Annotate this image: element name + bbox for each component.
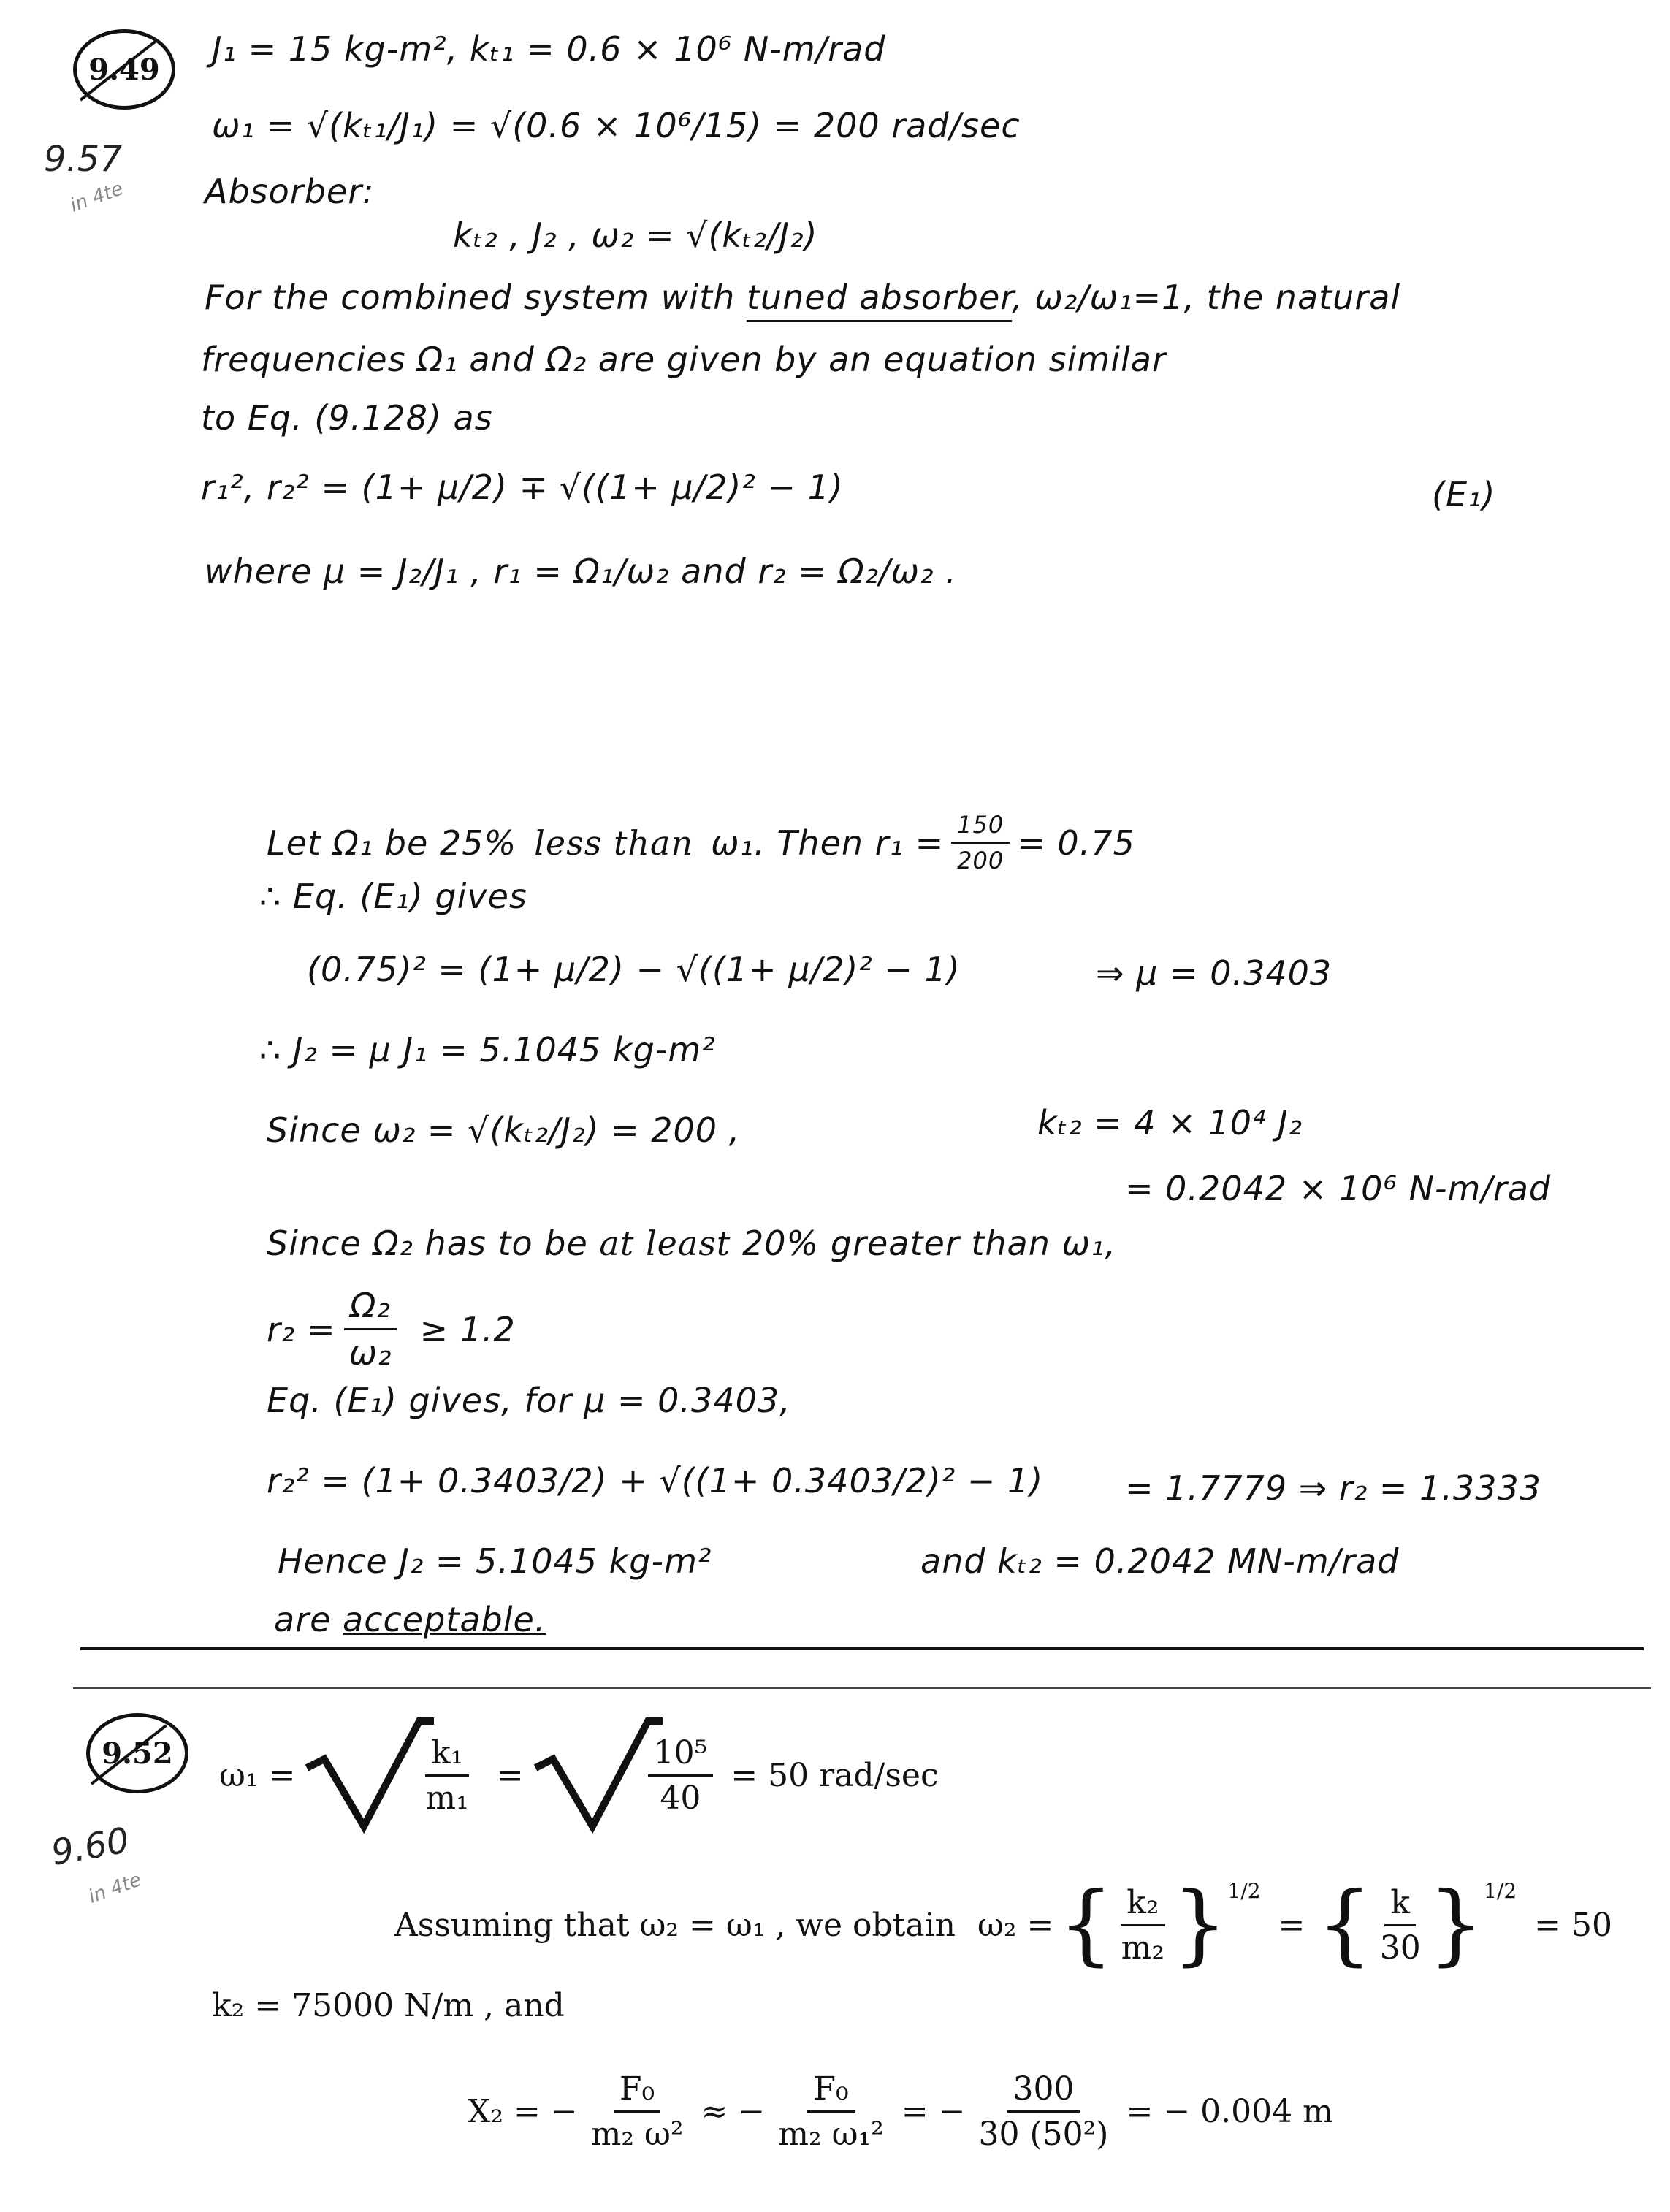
thirty-denominator: 30 [1379,1929,1421,1967]
since-omega2-line: Since ω₂ = √(kₜ₂/J₂) = 200 , [267,1110,741,1150]
problem-number: 9.49 [88,52,160,87]
f0-over-m2-omega [585,2070,690,2153]
kt2-value-line: = 0.2042 × 10⁶ N-m/rad [1125,1169,1552,1208]
ten-power-five: 10⁵ [648,1734,714,1777]
then-r1-text: ω₁. Then r₁ = [711,823,945,863]
given-values-line: J₁ = 15 kg-m², kₜ₁ = 0.6 × 10⁶ N-m/rad [212,29,886,69]
greater-than-text: 20% greater than ω₁, [731,1224,1117,1263]
r2-lhs: r₂ = [267,1309,336,1349]
since-omega2-text: Since Ω₂ has to be [267,1224,588,1263]
half-exponent-2: 1/2 [1484,1879,1517,1903]
problem2-number-badge [86,1713,188,1793]
k2-numerator: k₂ [1121,1884,1164,1926]
problem2-number: 9.52 [102,1736,173,1771]
k-over-30 [1374,1884,1427,1967]
eq-e1-gives-line: ∴ Eq. (E₁) gives [259,877,527,916]
assuming-text: Assuming that ω₂ = ω₁ , we obtain [394,1906,956,1944]
r1-value: = 0.75 [1017,823,1135,863]
approx-sign: ≈ − [701,2092,766,2130]
mass-omega-numeric: 30 (50²) [978,2115,1109,2153]
problem2-alt-number: 9.60 [47,1820,132,1874]
alt-edition-note: in 4te [67,178,126,217]
mass-forty: 40 [660,1779,701,1817]
m2-omega-denominator: m₂ ω² [590,2115,684,2153]
alt-problem-number: 9.57 [44,139,122,180]
omega1-lhs: ω₁ = [219,1756,296,1794]
mu-equation: (0.75)² = (1+ μ/2) − √((1+ μ/2)² − 1) [307,950,961,989]
k-over-m-numeric [648,1734,714,1817]
r2-rhs: ≥ 1.2 [419,1309,516,1349]
omega1-line: ω₁ = √(kₜ₁/J₁) = √(0.6 × 10⁶/15) = 200 rad/sec [212,106,1021,145]
eq-reference-line: to Eq. (9.128) as [201,398,493,438]
r2-denominator: ω₂ [348,1333,392,1373]
problem-number-badge [73,29,175,110]
acceptable-line [274,1600,546,1639]
problem2-alt-edition-note: in 4te [85,1869,145,1908]
frequencies-line: frequencies Ω₁ and Ω₂ are given by an equation similar [201,340,1167,379]
at-least-text: at least [599,1224,731,1263]
k2-line: k₂ = 75000 N/m , and [212,1987,565,2024]
combined-system-text: For the combined system with [205,278,736,317]
j2-line: ∴ J₂ = μ J₁ = 5.1045 kg-m² [259,1030,716,1069]
mu-result: ⇒ μ = 0.3403 [1096,953,1332,993]
tuned-absorber-text: tuned absorber [747,278,1012,322]
equals-minus: = − [901,2092,966,2130]
x2-value: = − 0.004 m [1126,2092,1333,2130]
frequency-equation: r₁², r₂² = (1+ μ/2) ∓ √((1+ μ/2)² − 1) [201,468,844,507]
combined-system-line [205,278,1400,317]
half-exponent-1: 1/2 [1227,1879,1261,1903]
right-brace-1: } [1172,1874,1228,1975]
m2-denominator: m₂ [1121,1929,1165,1967]
hence-j2-line: Hence J₂ = 5.1045 kg-m² [278,1541,712,1581]
r2-inequality [267,1286,516,1373]
acceptable-text: acceptable. [343,1600,546,1639]
left-brace-2: { [1316,1874,1373,1975]
absorber-params-line: kₜ₂ , J₂ , ω₂ = √(kₜ₂/J₂) [453,216,818,255]
r2-squared-equation: r₂² = (1+ 0.3403/2) + √((1+ 0.3403/2)² − 1) [267,1461,1044,1500]
section-divider-thin [73,1687,1651,1689]
force-300: 300 [1007,2070,1080,2113]
kt2-line: kₜ₂ = 4 × 10⁴ J₂ [1037,1103,1303,1143]
right-brace-2: } [1427,1874,1484,1975]
r1-fraction [951,811,1010,874]
r2-fraction [343,1286,398,1373]
absorber-label: Absorber: [205,172,375,211]
left-brace-1: { [1058,1874,1114,1975]
r1-numerator: 150 [951,811,1010,844]
combined-system-text-end: , ω₂/ω₁=1, the natural [1011,278,1401,317]
r2-numerator: Ω₂ [344,1286,397,1330]
omega1-sqrt-line [219,1717,939,1834]
omega1-value: = 50 rad/sec [731,1756,939,1794]
f0-over-m2-omega1 [772,2070,890,2153]
let-omega1-text: Let Ω₁ be 25% [267,823,517,863]
equation-tag-e1: (E₁) [1432,475,1496,514]
omega2-value: = 50 [1534,1906,1613,1944]
numeric-fraction [973,2070,1115,2153]
equals-sign: = [496,1756,524,1794]
f0-numerator: F₀ [614,2070,660,2113]
r2-result: = 1.7779 ⇒ r₂ = 1.3333 [1125,1468,1542,1508]
let-omega1-line [267,811,1135,874]
r1-denominator: 200 [957,847,1004,874]
are-text: are [274,1600,332,1639]
sqrt-sign-1 [302,1717,434,1834]
sqrt-sign-2 [531,1717,663,1834]
less-than-text: less than [534,823,694,863]
k1-numerator: k₁ [425,1734,469,1777]
definitions-line: where μ = J₂/J₁ , r₁ = Ω₁/ω₂ and r₂ = Ω₂/ω₂ . [205,552,957,591]
section-divider-thick [80,1647,1644,1650]
equals-sign-2: = [1278,1906,1305,1944]
f0-numerator-2: F₀ [807,2070,854,2113]
k1-over-m1 [419,1734,474,1817]
m1-denominator: m₁ [425,1779,469,1817]
k2-over-m2 [1116,1884,1170,1967]
m2-omega1-denominator: m₂ ω₁² [778,2115,884,2153]
k-numerator: k [1384,1884,1416,1926]
x2-lhs: X₂ = − [468,2092,578,2130]
x2-equation [468,2045,1333,2177]
hence-kt2-line: and kₜ₂ = 0.2042 MN-m/rad [920,1541,1400,1581]
eq-e1-gives-mu-line: Eq. (E₁) gives, for μ = 0.3403, [267,1381,791,1420]
assuming-line [394,1874,1613,1975]
since-omega2-greater-line [267,1224,1116,1263]
omega2-lhs: ω₂ = [977,1906,1054,1944]
